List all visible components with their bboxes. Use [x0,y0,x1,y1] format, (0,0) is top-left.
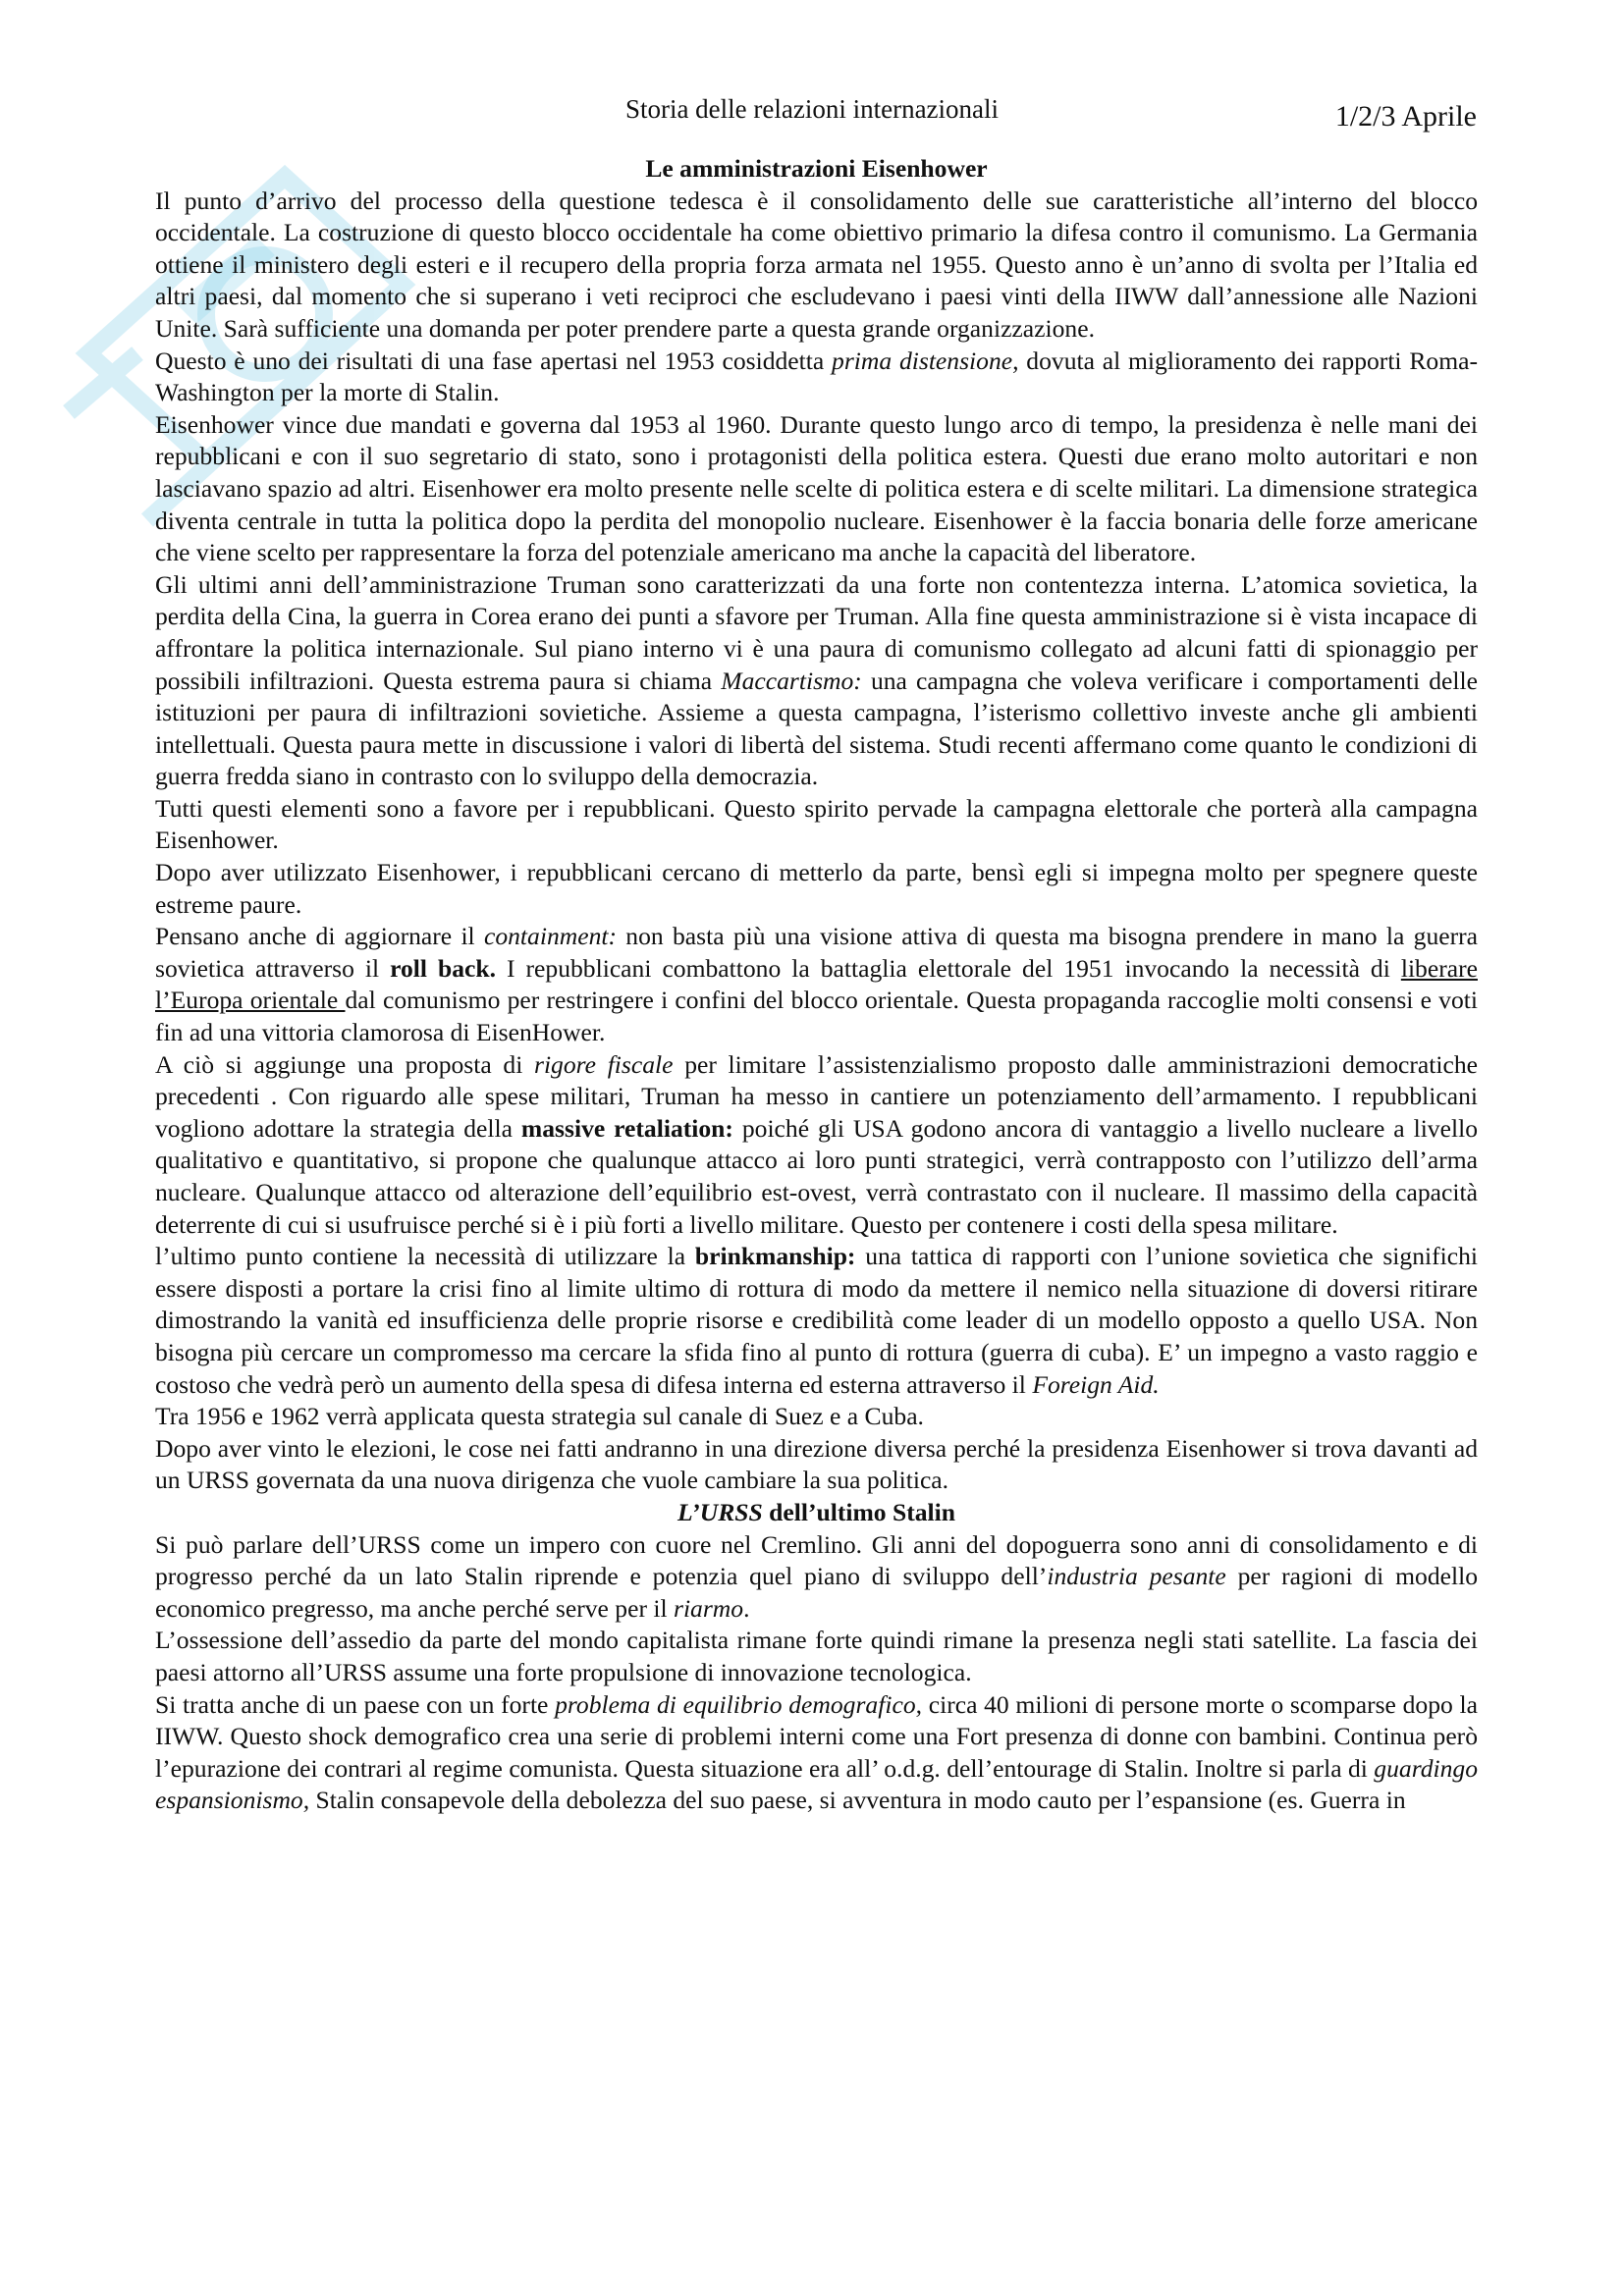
paragraph: Tra 1956 e 1962 verrà applicata questa strategia sul canale di Suez e a Cuba. [155,1402,924,1431]
paragraph: Il punto d’arrivo del processo della questione tedesca è il consolidamento delle sue caratteristiche all’interno del blocco occidentale. La costruzione di questo blocco occidentale ha come obiettivo primario la difesa contro il comunismo. La Germania ottiene il ministero degli esteri e il recupero della propria forza armata nel 1955. Questo anno è un’anno di svolta per l’Italia ed altri paesi, dal momento che si superano i veti reciproci che escludevano i paesi vinti della IIWW dall’annessione alle Nazioni Unite. Sarà sufficiente una domanda per poter prendere parte a questa grande organizzazione. [155,186,1478,343]
paragraph: Questo è uno dei risultati di una fase apertasi nel 1953 cosiddetta prima distensione, dovuta al miglioramento dei rapporti Roma-Washington per la morte di Stalin. [155,346,1478,407]
section-title: Le amministrazioni Eisenhower [645,154,988,183]
paragraph: Eisenhower vince due mandati e governa dal 1953 al 1960. Durante questo lungo arco di tempo, la presidenza è nelle mani dei repubblicani e con il suo segretario di stato, sono i protagonisti della politica estera. Questi due erano molto autoritari e non lasciavano spazio ad altri. Eisenhower era molto presente nelle scelte di politica estera e di scelte militari. La dimensione strategica diventa centrale in tutta la politica dopo la perdita del monopolio nucleare. Eisenhower è la faccia bonaria delle forze americane che viene scelto per rappresentare la forza del potenziale americano ma anche la capacità del liberatore. [155,409,1478,567]
paragraph: Tutti questi elementi sono a favore per i repubblicani. Questo spirito pervade la campagna elettorale che porterà alla campagna Eisenhower. [155,793,1478,855]
paragraph: Pensano anche di aggiornare il containment: non basta più una visione attiva di questa ma bisogna prendere in mano la guerra sovietica attraverso il roll back. I repubblicani combattono la battaglia elettorale del 1951 invocando la necessità di liberare l’Europa orientale dal comunismo per restringere i confini del blocco orientale. Questa propaganda raccoglie molti consensi e voti fin ad una vittoria clamorosa di EisenHower. [155,922,1479,1047]
paragraph: Si può parlare dell’URSS come un impero con cuore nel Cremlino. Gli anni del dopoguerra sono anni di consolidamento e di progresso perché da un lato Stalin riprende e potenzia quel piano di sviluppo dell’industria pesante per ragioni di modello economico pregresso, ma anche perché serve per il riarmo. [155,1529,1478,1623]
paragraph: Dopo aver vinto le elezioni, le cose nei fatti andranno in una direzione diversa perché la presidenza Eisenhower si trova davanti ad un URSS governata da una nuova dirigenza che vuole cambiare la sua politica. [155,1433,1478,1495]
paragraph: Gli ultimi anni dell’amministrazione Truman sono caratterizzati da una forte non contentezza interna. L’atomica sovietica, la perdita della Cina, la guerra in Corea erano dei punti a sfavore per Truman. Alla fine questa amministrazione si è vista incapace di affrontare la politica internazionale. Sul piano interno vi è una paura di comunismo collegato ad alcuni fatti di spionaggio per possibili infiltrazioni. Questa estrema paura si chiama Maccartismo: una campagna che voleva verificare i comportamenti delle istituzioni per paura di infiltrazioni sovietiche. Assieme a questa campagna, l’isterismo collettivo investe anche gli ambienti intellettuali. Questa paura mette in discussione i valori di libertà del sistema. Studi recenti affermano come quanto le condizioni di guerra fredda siano in contrasto con lo sviluppo della democrazia. [155,569,1478,791]
paragraph: l’ultimo punto contiene la necessità di utilizzare la brinkmanship: una tattica di rapporti con l’unione sovietica che significhi essere disposti a portare la crisi fino al limite ultimo di rottura di modo da mettere il nemico nella situazione di doversi ritirare dimostrando la vanità ed insufficienza delle proprie risorse e credibilità come leader di un modello opposto a quello USA. Non bisogna più cercare un compromesso ma cercare la sfida fino al punto di rottura (guerra di cuba). E’ un impegno a vasto raggio e costoso che vedrà però un aumento della spesa di difesa interna ed esterna attraverso il Foreign Aid. [155,1242,1479,1399]
paragraph: Si tratta anche di un paese con un forte problema di equilibrio demografico, circa 40 milioni di persone morte o scomparse dopo la IIWW. Questo shock demografico crea una serie di problemi interni come una Fort presenza di donne con bambini. Continua però l’epurazione dei contrari al regime comunista. Questa situazione era all’ o.d.g. dell’entourage di Stalin. Inoltre si parla di guardingo espansionismo, Stalin consapevole della debolezza del suo paese, si avventura in modo cauto per l’espansione (es. Guerra in [155,1689,1478,1815]
document-body [155,153,1478,1817]
paragraph: Dopo aver utilizzato Eisenhower, i repubblicani cercano di metterlo da parte, bensì egli si impegna molto per spegnere queste estreme paure. [155,858,1478,919]
lecture-date: 1/2/3 Aprile [1334,100,1477,133]
section-title: L’URSS dell’ultimo Stalin [677,1497,956,1526]
course-title: Storia delle relazioni internazionali [624,94,1000,124]
paragraph: A ciò si aggiunge una proposta di rigore fiscale per limitare l’assistenzialismo proposto dalle amministrazioni democratiche precedenti . Con riguardo alle spese militari, Truman ha messo in cantiere un potenziamento dell’armamento. I repubblicani vogliono adottare la strategia della massive retaliation: poiché gli USA godono ancora di vantaggio a livello nucleare a livello qualitativo e quantitativo, si propone che qualunque attacco ai loro punti strategici, verrà contrapposto con l’utilizzo dell’arma nucleare. Qualunque attacco od alterazione dell’equilibrio est-ovest, verrà contrastato con il nucleare. Il massimo della capacità deterrente di cui si usufruisce perché si è i più forti a livello militare. Questo per contenere i costi della spesa militare. [155,1049,1478,1239]
paragraph: L’ossessione dell’assedio da parte del mondo capitalista rimane forte quindi rimane la presenza negli stati satellite. La fascia dei paesi attorno all’URSS assume una forte propulsione di innovazione tecnologica. [155,1626,1478,1686]
